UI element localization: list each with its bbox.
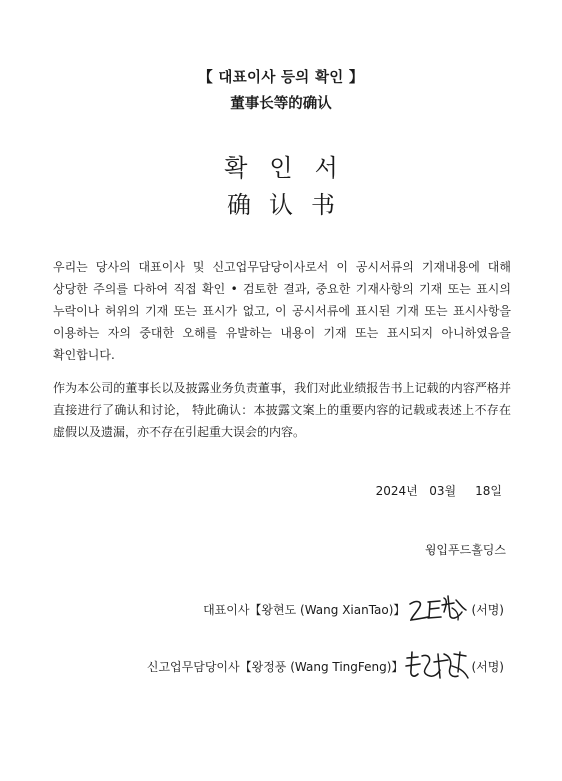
handwritten-signature-icon — [404, 648, 470, 684]
title-chinese: 确认书 — [227, 191, 353, 219]
header-korean: 【 대표이사 등의 확인 】 — [198, 70, 364, 86]
handwritten-signature-icon — [406, 592, 470, 626]
signatory-label: 대표이사【왕현도 (Wang XianTao)】 — [203, 602, 406, 617]
signature-suffix: (서명) — [471, 659, 504, 674]
header-chinese: 董事长等的确认 — [230, 96, 332, 112]
body-paragraph-chinese: 作为本公司的董事长以及披露业务负责董事，我们对此业绩报告书上记载的内容严格并直接进行了确认和讨论， 特此确认：本披露文案上的重要内容的记载或表述上不存在虚假以及遗漏，亦不存在引起重大误会的内容。 — [53, 381, 511, 439]
signatory-row-ceo — [203, 592, 504, 626]
title-korean: 확인서 — [224, 154, 360, 182]
company-name: 윙입푸드홀딩스 — [424, 543, 506, 557]
document-date: 2024년 03월 18일 — [375, 484, 502, 498]
signatory-label: 신고업무담당이사【왕정풍 (Wang TingFeng)】 — [146, 659, 404, 674]
signature-suffix: (서명) — [471, 602, 504, 617]
body-paragraph-korean: 우리는 당사의 대표이사 및 신고업무담당이사로서 이 공시서류의 기재내용에 대해 상당한 주의를 다하여 직접 확인 • 검토한 결과, 중요한 기재사항의 기재 또는 표시의 누락이나 허위의 기재 또는 표시가 없고, 이 공시서류에 표시된 기재 또는 표시사항을 이용하는 자의 중대한 오해를 유발하는 내용이 기재 또는 표시되지 아니하였음을 확인합니다. — [53, 260, 511, 362]
signatory-row-disclosure-director — [147, 648, 504, 684]
